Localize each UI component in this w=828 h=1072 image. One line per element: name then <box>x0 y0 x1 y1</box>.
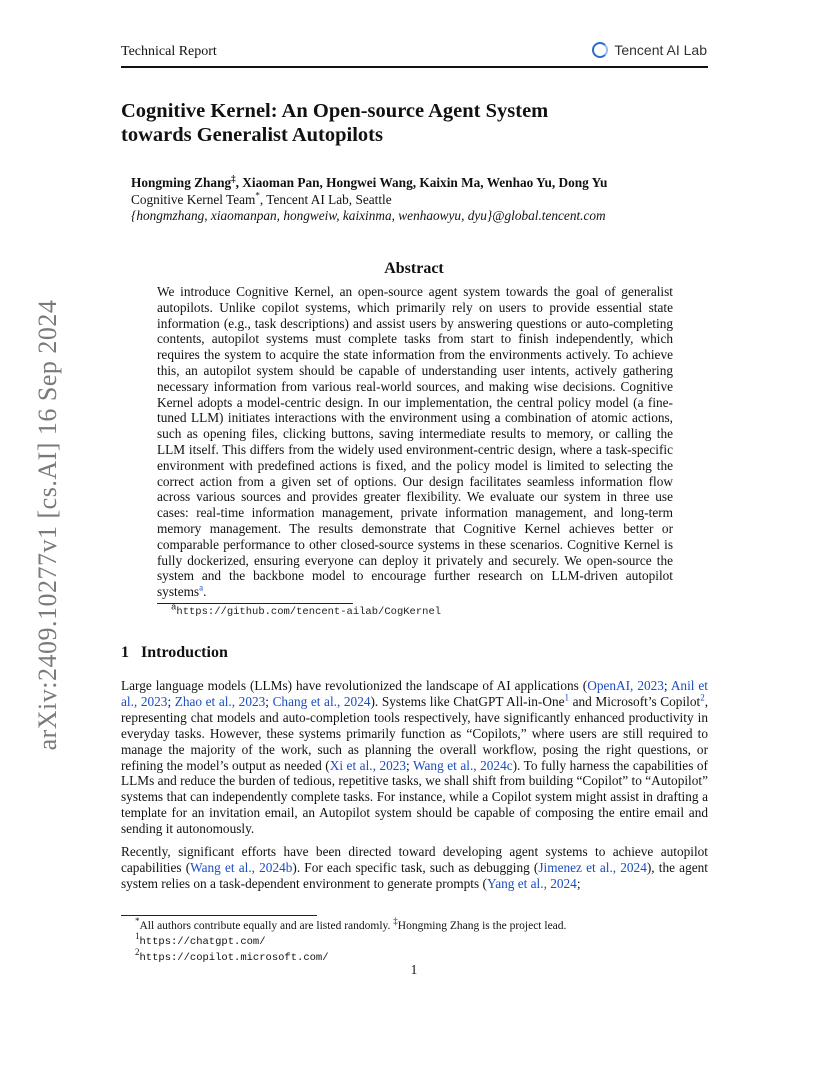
abstract-footnote-mark[interactable]: a <box>199 582 204 593</box>
affiliation <box>131 192 711 209</box>
header-left-label: Technical Report <box>121 44 217 59</box>
footnote-1 <box>135 931 710 950</box>
star-mark: * <box>255 190 260 201</box>
text-run: ). To fully harness the capabilities of LLMs and reduce the burden of tedious, repetitive tasks, we shall shift from building “Copilot” to “Autopilot” systems that can independently complete tasks. For instance, while a Copilot system might assist in drafting a template for an invitation email, an Autopilot system should be capable of composing the entire email and sending it autonomously. <box>121 757 708 837</box>
footnote-equal-contribution <box>135 916 710 934</box>
footnote-rule <box>121 915 317 916</box>
citation-link[interactable]: Wang et al., 2024c <box>413 757 513 773</box>
footnote-dagger-text: Hongming Zhang is the project lead. <box>397 920 567 932</box>
text-run: ; <box>167 693 175 709</box>
abstract-body <box>157 284 673 600</box>
abstract-end: . <box>203 584 207 600</box>
text-run: ), the agent system relies on a task-dependent environment to generate prompts ( <box>121 859 708 891</box>
tencent-logo-icon <box>592 42 608 58</box>
citation-link[interactable]: Wang et al., 2024b <box>190 859 293 875</box>
arxiv-sidebar-stamp: arXiv:2409.10277v1 [cs.AI] 16 Sep 2024 <box>33 299 62 751</box>
footnote-star-label: * <box>135 916 140 927</box>
footnote-2-label: 2 <box>135 947 140 958</box>
page-number: 1 <box>410 962 418 977</box>
text-run: Recently, significant efforts have been directed toward developing agent systems to achieve autopilot capabilities ( <box>121 844 708 875</box>
abstract-footnote <box>171 602 442 618</box>
intro-paragraph-1 <box>121 678 708 837</box>
text-run: ; <box>265 693 273 709</box>
github-link[interactable]: https://github.com/tencent-ailab/CogKernel <box>176 606 442 618</box>
intro-paragraph-2 <box>121 844 708 892</box>
paper-title <box>121 99 711 147</box>
introduction-body <box>121 678 708 899</box>
abstract-footnote-label: a <box>171 602 177 613</box>
citation-link[interactable]: Jimenez et al., 2024 <box>538 859 647 875</box>
citation-link[interactable]: Anil et al., 2023 <box>121 678 709 709</box>
abstract-text: We introduce Cognitive Kernel, an open-source agent system towards the goal of generalist autopilots. Unlike copilot systems, which primarily rely on users to provide essential state information (e.g., task descriptions) and assist users by answering questions or auto-completing contents, autopilot systems must complete tasks from start to finish independently, which requires the system to acquire the state information from the environments actively. To achieve this, an autopilot system should be capable of understanding user intents, actively gathering necessary information from various real-world sources, and making wise decisions. Cognitive Kernel adopts a model-centric design. In our implementation, the central policy model (a fine-tuned LLM) initiates interactions with the environment using a combination of atomic actions, such as opening files, clicking buttons, saving intermediate results to memory, or calling the LLM itself. This differs from the widely used environment-centric design, where a task-specific environment with predefined actions is fixed, and the policy model is limited to selecting the correct action from a given set of options. Our design facilitates seamless information flow across various sources and provides greater flexibility. We evaluate our system in three use cases: real-time information management, private information management, and long-term memory management. The results demonstrate that Cognitive Kernel achieves better or comparable performance to other closed-source systems in these scenarios. Cognitive Kernel is fully dockerized, ensuring everyone can deploy it privately and securely. We open-source the system and the backbone model to encourage further research on LLM-driven autopilot systems <box>157 284 673 600</box>
footnote-star-text: All authors contribute equally and are listed randomly. <box>139 920 394 932</box>
header-rule <box>121 66 708 68</box>
paper-title-line-1: Cognitive Kernel: An Open-source Agent System <box>121 100 549 122</box>
text-run: ; <box>406 757 414 773</box>
header-brand-text: Tencent AI Lab <box>614 42 707 58</box>
header-brand <box>592 42 707 58</box>
section-number: 1 <box>121 644 129 661</box>
author-names <box>131 175 711 192</box>
text-run: ). For each specific task, such as debugging ( <box>292 859 539 875</box>
citation-link[interactable]: Chang et al., 2024 <box>272 693 371 709</box>
other-authors: , Xiaoman Pan, Hongwei Wang, Kaixin Ma, Wenhao Yu, Dong Yu <box>235 175 608 190</box>
footnote-1-label: 1 <box>135 931 140 942</box>
abstract-footnote-rule <box>157 603 353 604</box>
text-run: ). Systems like ChatGPT All-in-One <box>370 693 565 709</box>
text-run: , representing chat models and auto-completion tools respectively, have significantly enhanced productivity in everyday tasks. However, these systems primarily function as “Copilots,” where users are still required to manage the majority of the work, such as planning the overall workflow, posing the right questions, or refining the model’s output as needed ( <box>121 693 709 773</box>
text-run: ; <box>576 875 581 891</box>
section-title: Introduction <box>141 644 228 661</box>
section-heading <box>121 644 228 662</box>
citation-link[interactable]: Zhao et al., 2023 <box>174 693 266 709</box>
dagger-mark: ‡ <box>231 173 236 184</box>
citation-link[interactable]: Yang et al., 2024 <box>486 875 577 891</box>
affiliation-lab: , Tencent AI Lab, Seattle <box>259 191 392 207</box>
lead-author: Hongming Zhang <box>131 175 232 190</box>
text-run: and Microsoft’s Copilot <box>569 693 701 709</box>
page-footnotes <box>135 916 710 966</box>
chatgpt-link[interactable]: https://chatgpt.com/ <box>139 936 266 948</box>
text-run: ; <box>663 678 671 693</box>
text-run: Large language models (LLMs) have revolutionized the landscape of AI applications ( <box>121 678 588 693</box>
footnote-1-mark[interactable]: 1 <box>564 692 569 703</box>
author-emails[interactable]: {hongmzhang, xiaomanpan, hongweiw, kaixinma, wenhaowyu, dyu}@global.tencent.com <box>131 208 606 223</box>
abstract-heading: Abstract <box>384 260 444 277</box>
footnote-2-mark[interactable]: 2 <box>700 692 705 703</box>
copilot-link[interactable]: https://copilot.microsoft.com/ <box>139 952 329 964</box>
author-block <box>131 175 711 225</box>
paper-title-line-2: towards Generalist Autopilots <box>121 124 383 146</box>
citation-link[interactable]: Xi et al., 2023 <box>329 757 407 773</box>
affiliation-team: Cognitive Kernel Team <box>131 191 256 207</box>
footnote-dagger-label: ‡ <box>393 916 398 927</box>
citation-link[interactable]: OpenAI, 2023 <box>587 678 664 693</box>
